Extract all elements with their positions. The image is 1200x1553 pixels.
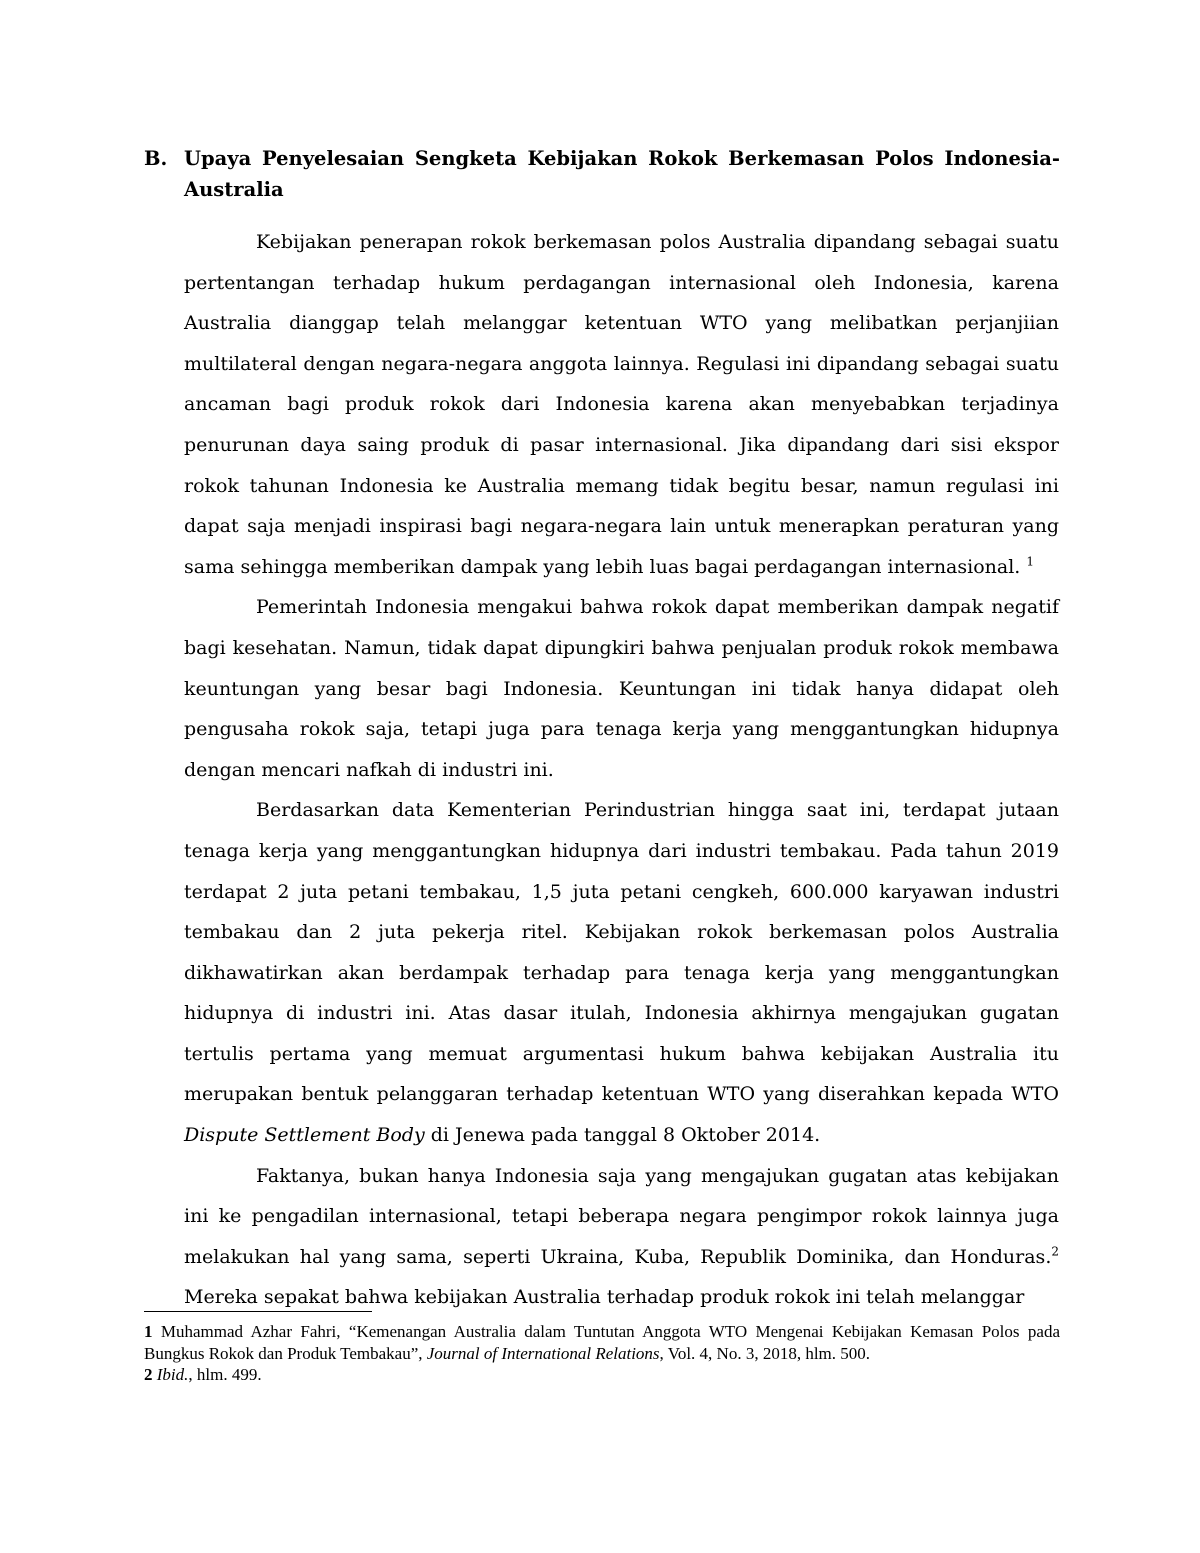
paragraph-3-text-after: di Jenewa pada tanggal 8 Oktober 2014.: [424, 1124, 821, 1147]
paragraph-3-italic: Dispute Settlement Body: [184, 1124, 425, 1147]
paragraph-4-text-before: Faktanya, bukan hanya Indonesia saja yang mengajukan gugatan atas kebijakan ini ke pengadilan internasional, tetapi beberapa negara pengimpor rokok lainnya juga melakukan hal yang sama, seperti Ukraina, Kuba, Republik Dominika, dan Honduras.: [184, 1164, 1059, 1268]
paragraph-3-text-before: Berdasarkan data Kementerian Perindustrian hingga saat ini, terdapat jutaan tenaga kerja yang menggantungkan hidupnya dari industri tembakau. Pada tahun 2019 terdapat 2 juta petani tembakau, 1,5 juta petani cengkeh, 600.000 karyawan industri tembakau dan 2 juta pekerja ritel. Kebijakan rokok berkemasan polos Australia dikhawatirkan akan berdampak terhadap para tenaga kerja yang menggantungkan hidupnya di industri ini. Atas dasar itulah, Indonesia akhirnya mengajukan gugatan tertulis pertama yang memuat argumentasi hukum bahwa kebijakan Australia itu merupakan bentuk pelanggaran terhadap ketentuan WTO yang diserahkan kepada WTO: [184, 799, 1059, 1106]
footnote-2-number: 2: [144, 1365, 153, 1384]
footnote-2-text-after: , hlm. 499.: [188, 1365, 262, 1384]
footnote-1-number: 1: [144, 1322, 153, 1341]
footnotes: [144, 1321, 1060, 1386]
paragraph-3: [184, 790, 1059, 1155]
footnote-ref-1: 1: [1026, 554, 1035, 569]
footnote-2-italic: Ibid.: [156, 1365, 189, 1384]
paragraph-1-text: Kebijakan penerapan rokok berkemasan polos Australia dipandang sebagai suatu pertentangan terhadap hukum perdagangan internasional oleh Indonesia, karena Australia dianggap telah melanggar ketentuan WTO yang melibatkan perjanjiian multilateral dengan negara-negara anggota lainnya. Regulasi ini dipandang sebagai suatu ancaman bagi produk rokok dari Indonesia karena akan menyebabkan terjadinya penurunan daya saing produk di pasar internasional. Jika dipandang dari sisi ekspor rokok tahunan Indonesia ke Australia memang tidak begitu besar, namun regulasi ini dapat saja menjadi inspirasi bagi negara-negara lain untuk menerapkan peraturan yang sama sehingga memberikan dampak yang lebih luas bagai perdagangan internasional.: [184, 231, 1059, 578]
footnote-1-text-before: Muhammad Azhar Fahri, “Kemenangan Australia dalam Tuntutan Anggota WTO Mengenai Kebijakan Kemasan Polos pada Bungkus Rokok dan Produk Tembakau”,: [144, 1322, 1060, 1363]
footnote-ref-2: 2: [1051, 1244, 1059, 1259]
body-text: [184, 222, 1059, 1318]
paragraph-4: [184, 1156, 1059, 1318]
paragraph-2-text: Pemerintah Indonesia mengakui bahwa rokok dapat memberikan dampak negatif bagi kesehatan. Namun, tidak dapat dipungkiri bahwa penjualan produk rokok membawa keuntungan yang besar bagi Indonesia. Keuntungan ini tidak hanya didapat oleh pengusaha rokok saja, tetapi juga para tenaga kerja yang menggantungkan hidupnya dengan mencari nafkah di industri ini.: [184, 596, 1059, 781]
section-number: B.: [144, 147, 168, 170]
paragraph-2: [184, 587, 1059, 790]
footnote-1-italic: Journal of International Relations: [426, 1343, 660, 1363]
footnote-1-text-after: , Vol. 4, No. 3, 2018, hlm. 500.: [659, 1343, 871, 1363]
footnote-1: [144, 1321, 1060, 1364]
section-heading: [144, 143, 1060, 205]
footnote-separator: [144, 1311, 372, 1312]
footnote-2: [144, 1364, 1060, 1386]
paragraph-4-text-after: Mereka sepakat bahwa kebijakan Australia terhadap produk rokok ini telah melanggar: [184, 1286, 1025, 1309]
paragraph-1: [184, 222, 1059, 587]
section-title: Upaya Penyelesaian Sengketa Kebijakan Rokok Berkemasan Polos Indonesia-Australia: [184, 147, 1060, 201]
